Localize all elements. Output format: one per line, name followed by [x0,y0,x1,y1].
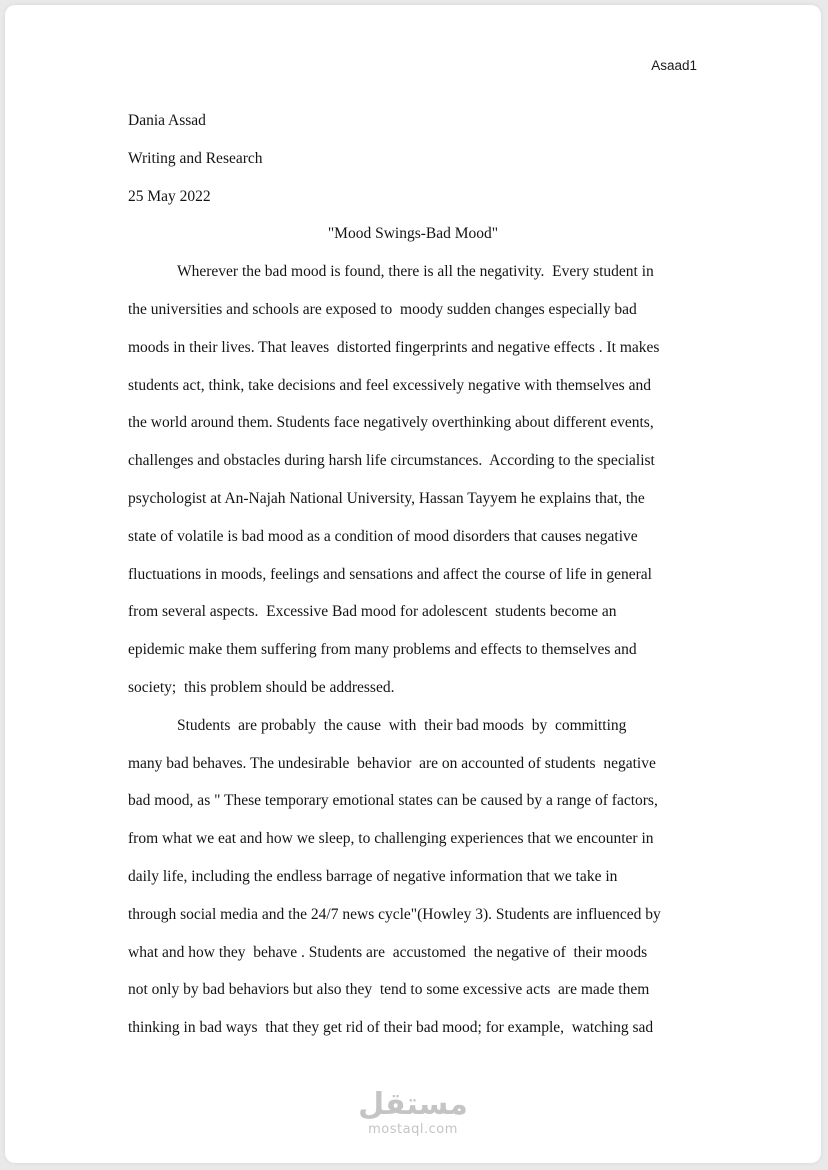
paragraph-line: epidemic make them suffering from many problems and effects to themselves and [128,641,637,659]
paragraph-line: state of volatile is bad mood as a condition of mood disorders that causes negative [128,527,638,545]
paragraph-line: Students are probably the cause with their bad moods by committing [177,716,627,734]
paragraph-2 [128,707,698,1047]
paragraph-line: from several aspects. Excessive Bad mood for adolescent students become an [128,603,617,621]
paragraph-line: bad mood, as " These temporary emotional states can be caused by a range of factors, [128,792,658,810]
paragraph-line: Wherever the bad mood is found, there is all the negativity. Every student in [177,263,654,281]
paragraph-1 [128,253,698,707]
author-name: Dania Assad [128,112,206,129]
page-header-id: Asaad1 [651,58,697,73]
course-name: Writing and Research [128,149,263,167]
paragraph-line: fluctuations in moods, feelings and sensations and affect the course of life in general [128,565,652,583]
watermark [5,1088,821,1138]
document-date: 25 May 2022 [128,187,211,205]
paragraph-line: many bad behaves. The undesirable behavior are on accounted of students negative [128,754,656,772]
paragraph-line: thinking in bad ways that they get rid of their bad mood; for example, watching sad [128,1019,654,1037]
paragraph-line: through social media and the 24/7 news cycle"(Howley 3). Students are influenced by [128,905,661,923]
document-page [5,5,821,1163]
document-title: "Mood Swings-Bad Mood" [327,225,499,243]
paragraph-line: the world around them. Students face negatively overthinking about different events, [128,414,654,432]
paragraph-line: the universities and schools are exposed to moody sudden changes especially bad [128,300,637,318]
paragraph-line: daily life, including the endless barrage of negative information that we take in [128,867,618,885]
paragraph-line: moods in their lives. That leaves distorted fingerprints and negative effects . It makes [128,338,660,356]
paragraph-line: what and how they behave . Students are accustomed the negative of their moods [128,943,648,961]
paragraph-line: not only by bad behaviors but also they tend to some excessive acts are made them [128,981,650,999]
watermark-logo: مستقل [358,1087,468,1122]
paragraph-line: from what we eat and how we sleep, to challenging experiences that we encounter in [128,830,654,848]
paragraph-line: society; this problem should be addressed. [128,678,395,696]
paragraph-line: psychologist at An-Najah National University, Hassan Tayyem he explains that, the [128,489,645,507]
document-body [128,102,698,1047]
paragraph-line: students act, think, take decisions and feel excessively negative with themselves and [128,376,651,394]
watermark-domain: mostaql.com [368,1122,458,1137]
paragraph-line: challenges and obstacles during harsh life circumstances. According to the specialist [128,452,655,470]
